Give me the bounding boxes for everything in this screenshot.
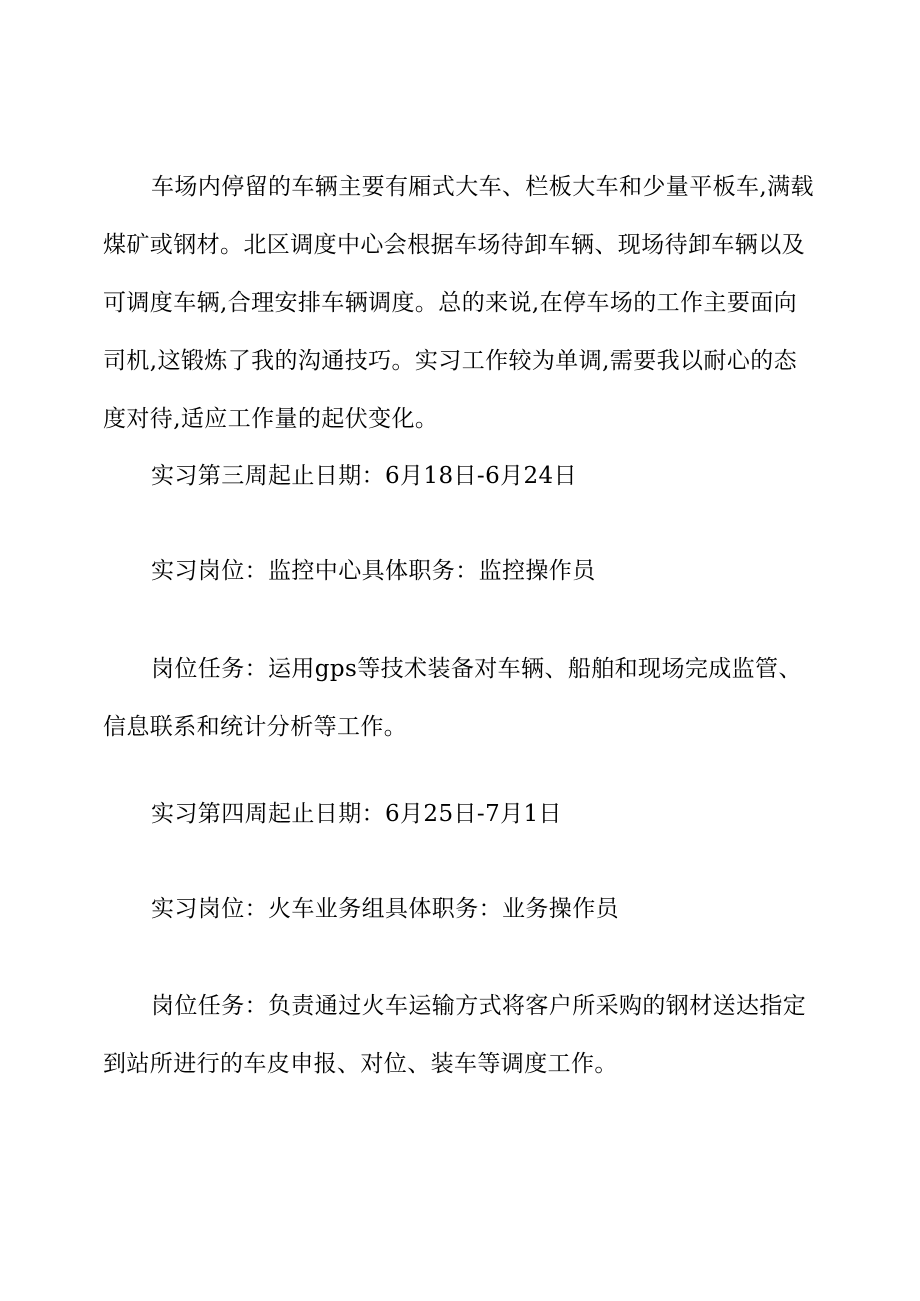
paragraph-week4-position: 实习岗位：火车业务组具体职务：业务操作员 <box>151 896 619 922</box>
paragraph-week4-task: 岗位任务：负责通过火车运输方式将客户所采购的钢材送达指定到站所进行的车皮申报、对位、装车等调度工作。 <box>103 993 807 1077</box>
paragraph-week3-position: 实习岗位：监控中心具体职务：监控操作员 <box>151 558 596 584</box>
paragraph-week3-task: 岗位任务：运用gps等技术装备对车辆、船舶和现场完成监管、信息联系和统计分析等工作。 <box>103 656 802 740</box>
paragraph-parking-work: 车场内停留的车辆主要有厢式大车、栏板大车和少量平板车,满载煤矿或钢材。北区调度中心会根据车场待卸车辆、现场待卸车辆以及可调度车辆,合理安排车辆调度。总的来说,在停车场的工作主要面向司机,这锻炼了我的沟通技巧。实习工作较为单调,需要我以耐心的态度对待,适应工作量的起伏变化。 <box>103 174 814 432</box>
paragraph-week4-dates: 实习第四周起止日期：6月25日-7月1日 <box>151 801 562 827</box>
paragraph-week3-dates: 实习第三周起止日期：6月18日-6月24日 <box>151 463 577 489</box>
